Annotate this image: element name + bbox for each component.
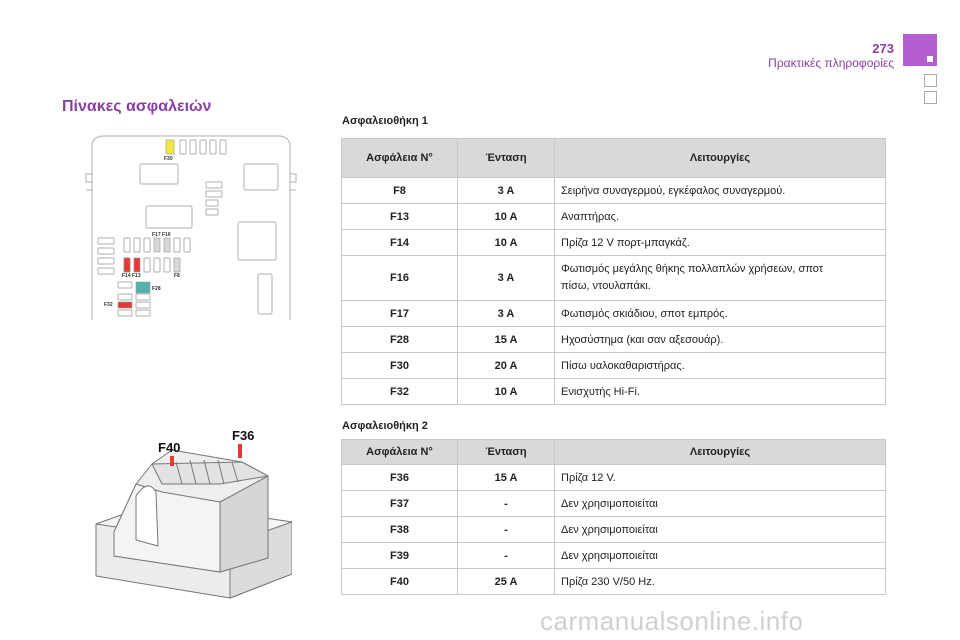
fuse-f32 <box>118 302 132 308</box>
function-cell: Σειρήνα συναγερμού, εγκέφαλος συναγερμού. <box>555 178 886 204</box>
table-row <box>342 543 886 569</box>
function-cell: Πρίζα 12 V πορτ-μπαγκάζ. <box>555 230 886 256</box>
fuse-f40 <box>170 456 174 466</box>
amp-cell: - <box>458 543 555 569</box>
fuse-cell: F38 <box>342 517 458 543</box>
fuse-cell: F32 <box>342 379 458 405</box>
fuse-f17 <box>154 238 160 252</box>
fuse-f36 <box>238 444 242 458</box>
fuse-cell: F39 <box>342 543 458 569</box>
function-cell: Δεν χρησιμοποιείται <box>555 491 886 517</box>
header-fuse: Ασφάλεια N° <box>342 139 458 178</box>
fuse-cell: F37 <box>342 491 458 517</box>
table-row <box>342 256 886 301</box>
fuse-cell: F36 <box>342 465 458 491</box>
fuse-cell: F17 <box>342 301 458 327</box>
fusebox-1-diagram <box>84 134 304 324</box>
table-row <box>342 353 886 379</box>
table-row <box>342 230 886 256</box>
function-cell: Πίσω υαλοκαθαριστήρας. <box>555 353 886 379</box>
amp-cell: 3 A <box>458 301 555 327</box>
page-title: Πίνακες ασφαλειών <box>62 98 212 115</box>
header-amperage: Ένταση <box>458 139 555 178</box>
header-functions: Λειτουργίες <box>555 139 886 178</box>
watermark: carmanualsonline.info <box>540 606 804 636</box>
amp-cell: 10 A <box>458 379 555 405</box>
amp-cell: 25 A <box>458 569 555 595</box>
section-title: Πρακτικές πληροφορίες <box>768 56 894 70</box>
function-cell: Πρίζα 230 V/50 Hz. <box>555 569 886 595</box>
fusebox-1-caption: Ασφαλειοθήκη 1 <box>342 115 428 127</box>
table-header-row <box>342 139 886 178</box>
fuse-f14 <box>124 258 130 272</box>
label-f28: F28 <box>152 286 161 292</box>
fuse-f16 <box>164 238 170 252</box>
amp-cell: 15 A <box>458 327 555 353</box>
table-header-row <box>342 440 886 465</box>
amp-cell: 15 A <box>458 465 555 491</box>
amp-cell: - <box>458 517 555 543</box>
table-row <box>342 204 886 230</box>
table-row <box>342 379 886 405</box>
label-f32: F32 <box>104 302 113 308</box>
fuse-cell: F8 <box>342 178 458 204</box>
fuse-f28b <box>136 288 150 293</box>
chapter-tab-empty[interactable] <box>924 91 937 104</box>
table-row <box>342 178 886 204</box>
function-cell: Πρίζα 12 V. <box>555 465 886 491</box>
fuse-cell: F16 <box>342 256 458 301</box>
label-f14-f13: F14 F13 <box>122 273 141 279</box>
amp-cell: 20 A <box>458 353 555 379</box>
function-cell <box>555 256 886 301</box>
table-row <box>342 301 886 327</box>
label-f36: F36 <box>232 428 255 443</box>
fuse-cell: F13 <box>342 204 458 230</box>
function-cell: Δεν χρησιμοποιείται <box>555 543 886 569</box>
function-line: πίσω, ντουλαπάκι. <box>561 280 651 292</box>
function-cell: Δεν χρησιμοποιείται <box>555 517 886 543</box>
header-amperage: Ένταση <box>458 440 555 465</box>
function-cell: Αναπτήρας. <box>555 204 886 230</box>
label-f8: F8 <box>174 273 180 279</box>
table-row <box>342 327 886 353</box>
function-cell: Ηχοσύστημα (και σαν αξεσουάρ). <box>555 327 886 353</box>
table-row <box>342 491 886 517</box>
fuse-cell: F28 <box>342 327 458 353</box>
function-line: Φωτισμός μεγάλης θήκης πολλαπλών χρήσεων, σποτ <box>561 263 824 275</box>
chapter-tab[interactable] <box>903 34 937 66</box>
amp-cell: - <box>458 491 555 517</box>
tab-marker <box>927 56 933 62</box>
fuse-f30 <box>166 140 174 154</box>
fuse-cell: F30 <box>342 353 458 379</box>
header-functions: Λειτουργίες <box>555 440 886 465</box>
amp-cell: 3 A <box>458 178 555 204</box>
label-f30: F30 <box>164 156 173 162</box>
table-row <box>342 569 886 595</box>
label-f17-f16: F17 F16 <box>152 232 171 238</box>
fusebox-1-table <box>341 138 886 405</box>
fuse-f13 <box>134 258 140 272</box>
fuse-f8 <box>174 258 180 272</box>
page-number: 273 <box>872 41 894 56</box>
label-f40: F40 <box>158 440 181 455</box>
fuse-f28 <box>136 282 150 288</box>
fusebox-2-caption: Ασφαλειοθήκη 2 <box>342 420 428 432</box>
table-row <box>342 465 886 491</box>
fusebox-2-diagram <box>92 422 292 600</box>
amp-cell: 3 A <box>458 256 555 301</box>
function-cell: Φωτισμός σκιάδιου, σποτ εμπρός. <box>555 301 886 327</box>
header-fuse: Ασφάλεια N° <box>342 440 458 465</box>
amp-cell: 10 A <box>458 204 555 230</box>
function-cell: Ενισχυτής Hi-Fi. <box>555 379 886 405</box>
amp-cell: 10 A <box>458 230 555 256</box>
fusebox-2-table <box>341 439 886 595</box>
fuse-cell: F14 <box>342 230 458 256</box>
table-row <box>342 517 886 543</box>
chapter-tab-empty[interactable] <box>924 74 937 87</box>
fuse-cell: F40 <box>342 569 458 595</box>
